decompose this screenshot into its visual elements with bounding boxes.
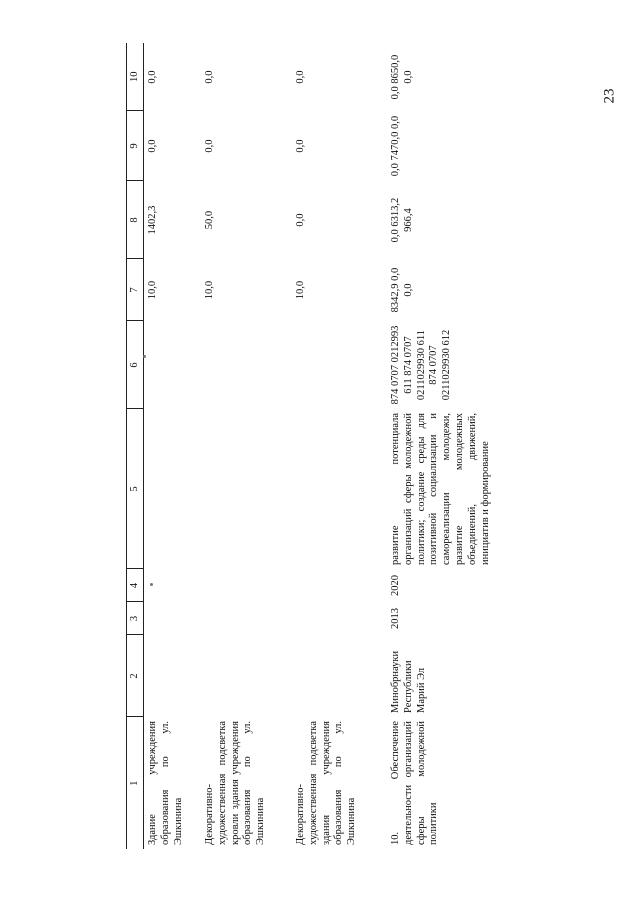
value-cell-col10: 0,0 8650,0 0,0 — [390, 54, 414, 100]
column-header: 5 — [127, 409, 144, 569]
table-row — [292, 43, 387, 849]
column-header: 10 — [127, 43, 144, 111]
object-name-cell: Декоративно-художественная подсветка кровли здания учреждения образования по ул. Эшкинина — [204, 721, 267, 845]
result-cell: развитие потенциала организаций сферы молодежной политики; создание среды для позитивной социализации и самореализации молодежи, развитие молодежных объединений, движений, инициатив и формирование — [390, 413, 491, 565]
executor-cell — [144, 635, 202, 717]
table-row — [201, 43, 292, 849]
value-cell-col8: 0,0 6313,2 966,4 — [390, 197, 414, 243]
value-cell-col8: 50,0 — [204, 210, 215, 230]
table-row — [144, 43, 202, 849]
column-header: 8 — [127, 181, 144, 259]
budget-code-cell — [144, 321, 202, 409]
column-header: 6 — [127, 321, 144, 409]
column-header: 7 — [127, 259, 144, 321]
column-header: 9 — [127, 111, 144, 181]
column-header: 4 — [127, 569, 144, 602]
scan-speck — [150, 583, 153, 586]
executor-cell — [292, 635, 387, 717]
value-cell-col7: 10,0 — [204, 280, 215, 300]
budget-code-cell: 874 0707 0212993 611 874 0707 0211029930 611 874 0707 0211029930 612 — [390, 325, 453, 405]
value-cell-col7: 10,0 — [295, 280, 306, 300]
value-cell-col9: 0,0 — [295, 139, 306, 153]
executor-cell — [201, 635, 292, 717]
rotated-table-container — [126, 43, 520, 849]
page-number: 23 — [601, 88, 618, 104]
column-header: 2 — [127, 635, 144, 717]
table-row — [387, 43, 492, 849]
value-cell-col8: 0,0 — [295, 213, 306, 227]
value-cell-col10: 0,0 — [147, 70, 158, 84]
end-year-cell — [292, 569, 387, 602]
result-cell — [144, 409, 202, 569]
executor-cell: Минобрнауки Республики Марий Эл — [390, 650, 427, 713]
column-header: 1 — [127, 717, 144, 849]
value-cell-col7: 8342,9 0,0 0,0 — [390, 267, 414, 313]
object-name-cell: Декоративно-художественная подсветка здания учреждения образования по ул. Эшкинина — [295, 721, 358, 845]
end-year-cell — [201, 569, 292, 602]
value-cell-col8: 1402,3 — [147, 205, 158, 235]
budget-table — [126, 43, 492, 849]
budget-code-cell — [292, 321, 387, 409]
value-cell-col9: 0,0 — [147, 139, 158, 153]
object-name-cell: Здание учреждения образования по ул. Эшкинина — [147, 721, 184, 845]
value-cell-col9: 0,0 — [204, 139, 215, 153]
value-cell-col10: 0,0 — [295, 70, 306, 84]
start-year-cell — [201, 602, 292, 635]
value-cell-col10: 0,0 — [204, 70, 215, 84]
value-cell-col9: 0,0 7470,0 0,0 — [390, 115, 401, 177]
object-name-cell: 10. Обеспечение деятельности организаций сферы молодежной политики — [390, 721, 440, 845]
start-year-cell — [292, 602, 387, 635]
value-cell-col7: 10,0 — [147, 280, 158, 300]
budget-code-cell — [201, 321, 292, 409]
header-row — [127, 43, 144, 849]
result-cell — [201, 409, 292, 569]
end-year-cell: 2020 — [390, 575, 401, 596]
start-year-cell — [144, 602, 202, 635]
scan-speck — [143, 355, 146, 358]
column-header: 3 — [127, 602, 144, 635]
start-year-cell: 2013 — [390, 608, 401, 629]
result-cell — [292, 409, 387, 569]
